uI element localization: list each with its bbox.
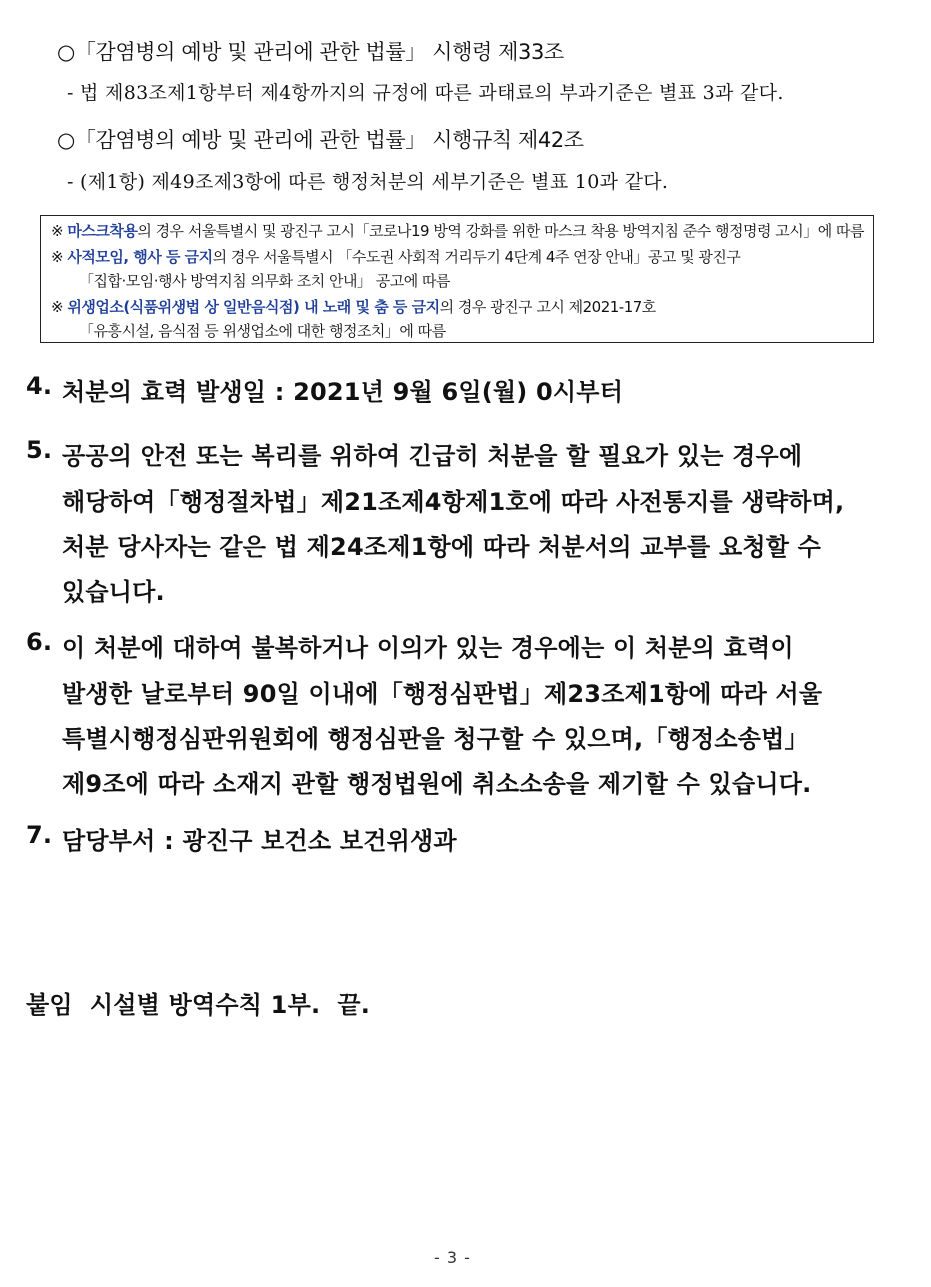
item-7-line: 담당부서 : 광진구 보건소 보건위생과 [62,827,457,855]
item-6-line: 이 처분에 대하여 불복하거나 이의가 있는 경우에는 이 처분의 효력이 [62,634,794,662]
law-text-enforcement-decree: - 법 제83조제1항부터 제4항까지의 규정에 따른 과태료의 부과기준은 별표 3과 같다. [67,82,784,104]
item-4-line: 처분의 효력 발생일 : 2021년 9월 6일(월) 0시부터 [62,378,624,406]
note-highlight-entertainment: 위생업소(식품위생법 상 일반음식점) 내 노래 및 춤 등 금지 [67,298,440,316]
item-4-number: 4. [26,372,53,400]
page-number: - 3 - [434,1248,471,1267]
note-item-gathering [51,246,740,267]
item-5-line: 있습니다. [62,578,165,606]
note-mark: ※ [51,298,64,316]
note-item-entertainment [51,296,656,317]
law-heading-enforcement-rule: ○「감염병의 예방 및 관리에 관한 법률」 시행규칙 제42조 [57,128,584,152]
law-text-enforcement-rule: - (제1항) 제49조제3항에 따른 행정처분의 세부기준은 별표 10과 같다. [67,171,669,193]
item-5-line: 처분 당사자는 같은 법 제24조제1항에 따라 처분서의 교부를 요청할 수 [62,533,822,561]
item-6-number: 6. [26,628,53,656]
note-text-entertainment: 의 경우 광진구 고시 제2021-17호 [439,298,656,316]
note-highlight-gathering: 사적모임, 행사 등 금지 [67,248,213,266]
item-7-number: 7. [26,821,53,849]
item-5-line: 해당하여「행정절차법」제21조제4항제1호에 따라 사전통지를 생략하며, [62,488,845,516]
note-box [40,215,874,343]
note-mark: ※ [51,248,64,266]
note-text-mask: 의 경우 서울특별시 및 광진구 고시「코로나19 방역 강화를 위한 마스크 착용 방역지침 준수 행정명령 고시」에 따름 [137,222,864,240]
note-cont-gathering: 「집합·모임·행사 방역지침 의무화 조치 안내」 공고에 따름 [79,272,450,290]
item-5-line: 공공의 안전 또는 복리를 위하여 긴급히 처분을 할 필요가 있는 경우에 [62,442,803,470]
item-6-line: 특별시행정심판위원회에 행정심판을 청구할 수 있으며,「행정소송법」 [62,725,809,753]
note-highlight-mask: 마스크착용 [67,222,138,240]
law-heading-enforcement-decree: ○「감염병의 예방 및 관리에 관한 법률」 시행령 제33조 [57,40,564,64]
note-mark: ※ [51,222,64,240]
note-cont-entertainment: 「유흥시설, 음식점 등 위생업소에 대한 행정조치」에 따름 [79,322,446,340]
attachment-line: 붙임 시설별 방역수칙 1부. 끝. [26,991,371,1019]
item-6-line: 발생한 날로부터 90일 이내에「행정심판법」제23조제1항에 따라 서울 [62,680,823,708]
item-5-number: 5. [26,436,53,464]
item-6-line: 제9조에 따라 소재지 관할 행정법원에 취소소송을 제기할 수 있습니다. [62,770,812,798]
note-text-gathering: 의 경우 서울특별시 「수도권 사회적 거리두기 4단계 4주 연장 안내」공고 및 광진구 [212,248,741,266]
note-item-mask [51,220,864,241]
